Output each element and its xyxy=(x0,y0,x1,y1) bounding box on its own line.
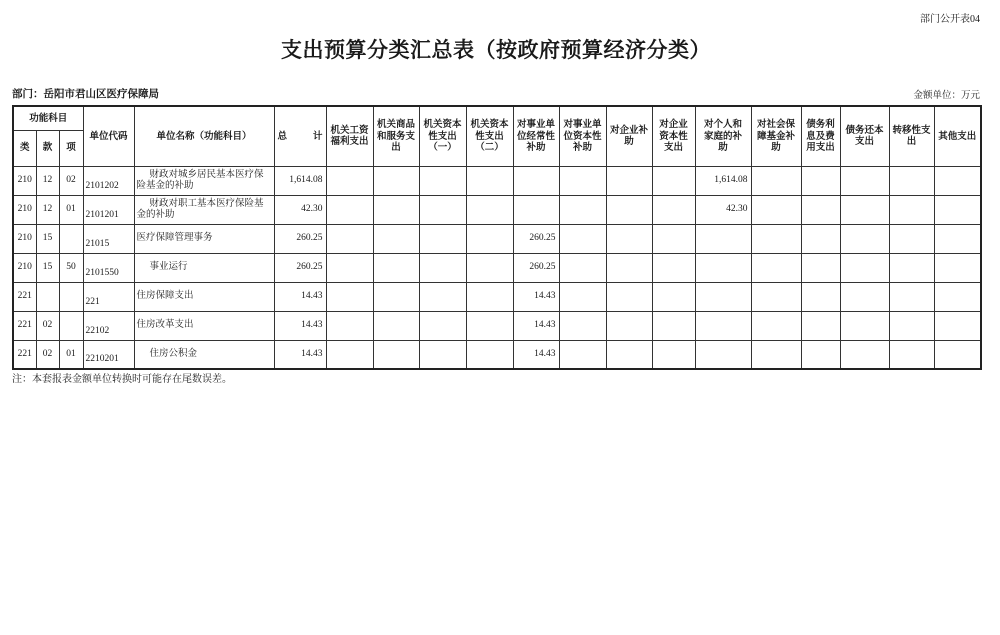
cell-section: 12 xyxy=(36,166,59,195)
cell-item: 50 xyxy=(59,253,83,282)
cell-econ-5 xyxy=(559,340,606,369)
header-econ-col-11: 债务还本支出 xyxy=(840,106,889,166)
cell-unit-name: 财政对职工基本医疗保险基金的补助 xyxy=(134,195,274,224)
cell-unit-code: 2101201 xyxy=(83,195,134,224)
cell-econ-10 xyxy=(801,166,840,195)
cell-item xyxy=(59,224,83,253)
cell-econ-13 xyxy=(934,282,981,311)
cell-econ-6 xyxy=(606,195,652,224)
cell-econ-1 xyxy=(373,340,419,369)
cell-total: 260.25 xyxy=(274,224,326,253)
cell-section: 02 xyxy=(36,340,59,369)
header-econ-col-13: 其他支出 xyxy=(934,106,981,166)
cell-item: 01 xyxy=(59,340,83,369)
cell-econ-0 xyxy=(326,253,373,282)
header-class: 类 xyxy=(13,130,36,166)
table-row xyxy=(13,340,981,369)
cell-econ-3 xyxy=(466,253,513,282)
cell-econ-13 xyxy=(934,311,981,340)
cell-econ-6 xyxy=(606,224,652,253)
header-econ-col-6: 对企业补助 xyxy=(606,106,652,166)
cell-econ-1 xyxy=(373,166,419,195)
cell-econ-3 xyxy=(466,195,513,224)
header-total: 总 计 xyxy=(274,106,326,166)
cell-unit-name: 住房改革支出 xyxy=(134,311,274,340)
cell-econ-4: 260.25 xyxy=(513,253,559,282)
cell-unit-name: 住房公积金 xyxy=(134,340,274,369)
cell-econ-2 xyxy=(419,311,466,340)
table-row xyxy=(13,282,981,311)
cell-class: 221 xyxy=(13,340,36,369)
cell-unit-code: 2101550 xyxy=(83,253,134,282)
cell-econ-8 xyxy=(695,282,751,311)
cell-econ-8 xyxy=(695,253,751,282)
cell-econ-5 xyxy=(559,224,606,253)
cell-econ-5 xyxy=(559,282,606,311)
cell-total: 1,614.08 xyxy=(274,166,326,195)
cell-econ-1 xyxy=(373,253,419,282)
cell-econ-9 xyxy=(751,224,801,253)
cell-econ-8 xyxy=(695,224,751,253)
cell-econ-7 xyxy=(652,166,695,195)
cell-econ-13 xyxy=(934,195,981,224)
cell-item: 01 xyxy=(59,195,83,224)
cell-unit-code: 2101202 xyxy=(83,166,134,195)
cell-econ-10 xyxy=(801,253,840,282)
cell-econ-11 xyxy=(840,282,889,311)
cell-econ-4: 14.43 xyxy=(513,311,559,340)
cell-econ-9 xyxy=(751,195,801,224)
cell-econ-4: 14.43 xyxy=(513,282,559,311)
cell-econ-7 xyxy=(652,311,695,340)
cell-econ-11 xyxy=(840,166,889,195)
cell-section: 02 xyxy=(36,311,59,340)
cell-econ-1 xyxy=(373,311,419,340)
cell-unit-name: 事业运行 xyxy=(134,253,274,282)
table-body xyxy=(13,166,981,369)
cell-item xyxy=(59,282,83,311)
cell-econ-0 xyxy=(326,224,373,253)
cell-section: 15 xyxy=(36,224,59,253)
cell-econ-5 xyxy=(559,253,606,282)
cell-econ-9 xyxy=(751,166,801,195)
cell-class: 221 xyxy=(13,282,36,311)
cell-econ-12 xyxy=(889,311,934,340)
cell-econ-3 xyxy=(466,340,513,369)
cell-econ-2 xyxy=(419,166,466,195)
cell-econ-9 xyxy=(751,253,801,282)
header-econ-col-3: 机关资本性支出（二） xyxy=(466,106,513,166)
cell-econ-12 xyxy=(889,195,934,224)
cell-section xyxy=(36,282,59,311)
cell-econ-3 xyxy=(466,224,513,253)
header-unit-code: 单位代码 xyxy=(83,106,134,166)
cell-total: 14.43 xyxy=(274,282,326,311)
cell-econ-6 xyxy=(606,311,652,340)
cell-econ-12 xyxy=(889,282,934,311)
cell-econ-1 xyxy=(373,195,419,224)
header-functional-subjects: 功能科目 xyxy=(13,106,83,130)
cell-econ-1 xyxy=(373,282,419,311)
meta-row xyxy=(12,86,980,101)
cell-econ-10 xyxy=(801,340,840,369)
cell-item: 02 xyxy=(59,166,83,195)
header-item: 项 xyxy=(59,130,83,166)
cell-econ-4 xyxy=(513,195,559,224)
department-label: 部门：岳阳市君山区医疗保障局 xyxy=(12,88,159,100)
cell-econ-4: 260.25 xyxy=(513,224,559,253)
footnote: 注：本套报表金额单位转换时可能存在尾数误差。 xyxy=(12,374,232,385)
cell-class: 210 xyxy=(13,224,36,253)
cell-econ-7 xyxy=(652,195,695,224)
cell-econ-12 xyxy=(889,253,934,282)
cell-class: 210 xyxy=(13,253,36,282)
cell-econ-10 xyxy=(801,311,840,340)
cell-item xyxy=(59,311,83,340)
header-econ-col-0: 机关工资福利支出 xyxy=(326,106,373,166)
cell-econ-10 xyxy=(801,282,840,311)
cell-econ-0 xyxy=(326,282,373,311)
cell-econ-4: 14.43 xyxy=(513,340,559,369)
cell-unit-code: 221 xyxy=(83,282,134,311)
cell-econ-0 xyxy=(326,166,373,195)
cell-econ-13 xyxy=(934,166,981,195)
cell-unit-name: 财政对城乡居民基本医疗保险基金的补助 xyxy=(134,166,274,195)
header-unit-name: 单位名称（功能科目） xyxy=(134,106,274,166)
cell-section: 12 xyxy=(36,195,59,224)
cell-econ-6 xyxy=(606,166,652,195)
cell-econ-8: 42.30 xyxy=(695,195,751,224)
cell-unit-name: 医疗保障管理事务 xyxy=(134,224,274,253)
table-row xyxy=(13,224,981,253)
cell-econ-2 xyxy=(419,224,466,253)
cell-unit-name: 住房保障支出 xyxy=(134,282,274,311)
cell-econ-7 xyxy=(652,224,695,253)
cell-econ-8: 1,614.08 xyxy=(695,166,751,195)
header-econ-col-9: 对社会保障基金补助 xyxy=(751,106,801,166)
budget-summary-table xyxy=(12,105,982,370)
header-econ-col-1: 机关商品和服务支出 xyxy=(373,106,419,166)
header-econ-col-10: 债务利息及费用支出 xyxy=(801,106,840,166)
cell-total: 14.43 xyxy=(274,340,326,369)
cell-econ-2 xyxy=(419,195,466,224)
table-row xyxy=(13,311,981,340)
form-number-label: 部门公开表04 xyxy=(920,14,980,25)
cell-econ-0 xyxy=(326,311,373,340)
cell-econ-9 xyxy=(751,282,801,311)
header-econ-col-12: 转移性支出 xyxy=(889,106,934,166)
cell-econ-10 xyxy=(801,195,840,224)
cell-econ-11 xyxy=(840,195,889,224)
cell-econ-6 xyxy=(606,282,652,311)
cell-econ-12 xyxy=(889,166,934,195)
cell-total: 14.43 xyxy=(274,311,326,340)
header-econ-col-8: 对个人和家庭的补助 xyxy=(695,106,751,166)
cell-econ-4 xyxy=(513,166,559,195)
cell-econ-7 xyxy=(652,340,695,369)
header-econ-col-2: 机关资本性支出（一） xyxy=(419,106,466,166)
cell-class: 210 xyxy=(13,166,36,195)
cell-econ-11 xyxy=(840,224,889,253)
cell-econ-1 xyxy=(373,224,419,253)
cell-econ-2 xyxy=(419,282,466,311)
cell-class: 210 xyxy=(13,195,36,224)
cell-econ-0 xyxy=(326,195,373,224)
cell-unit-code: 22102 xyxy=(83,311,134,340)
cell-econ-2 xyxy=(419,340,466,369)
cell-econ-10 xyxy=(801,224,840,253)
amount-unit-label: 金额单位：万元 xyxy=(913,91,980,101)
cell-section: 15 xyxy=(36,253,59,282)
cell-econ-12 xyxy=(889,224,934,253)
cell-econ-5 xyxy=(559,311,606,340)
table-row xyxy=(13,195,981,224)
table-row xyxy=(13,166,981,195)
cell-econ-5 xyxy=(559,166,606,195)
header-econ-col-7: 对企业资本性支出 xyxy=(652,106,695,166)
cell-econ-12 xyxy=(889,340,934,369)
cell-unit-code: 21015 xyxy=(83,224,134,253)
cell-econ-6 xyxy=(606,253,652,282)
cell-unit-code: 2210201 xyxy=(83,340,134,369)
cell-econ-9 xyxy=(751,340,801,369)
header-section: 款 xyxy=(36,130,59,166)
cell-econ-13 xyxy=(934,253,981,282)
cell-econ-7 xyxy=(652,282,695,311)
cell-econ-9 xyxy=(751,311,801,340)
cell-econ-3 xyxy=(466,282,513,311)
cell-econ-13 xyxy=(934,340,981,369)
cell-econ-3 xyxy=(466,311,513,340)
table-row xyxy=(13,253,981,282)
page-title: 支出预算分类汇总表（按政府预算经济分类） xyxy=(281,39,711,62)
cell-econ-13 xyxy=(934,224,981,253)
cell-total: 42.30 xyxy=(274,195,326,224)
cell-econ-5 xyxy=(559,195,606,224)
cell-econ-2 xyxy=(419,253,466,282)
cell-econ-0 xyxy=(326,340,373,369)
header-econ-col-4: 对事业单位经常性补助 xyxy=(513,106,559,166)
cell-econ-11 xyxy=(840,340,889,369)
cell-econ-7 xyxy=(652,253,695,282)
cell-econ-8 xyxy=(695,340,751,369)
cell-econ-6 xyxy=(606,340,652,369)
cell-econ-8 xyxy=(695,311,751,340)
header-econ-col-5: 对事业单位资本性补助 xyxy=(559,106,606,166)
cell-total: 260.25 xyxy=(274,253,326,282)
cell-econ-11 xyxy=(840,311,889,340)
cell-econ-11 xyxy=(840,253,889,282)
cell-econ-3 xyxy=(466,166,513,195)
cell-class: 221 xyxy=(13,311,36,340)
